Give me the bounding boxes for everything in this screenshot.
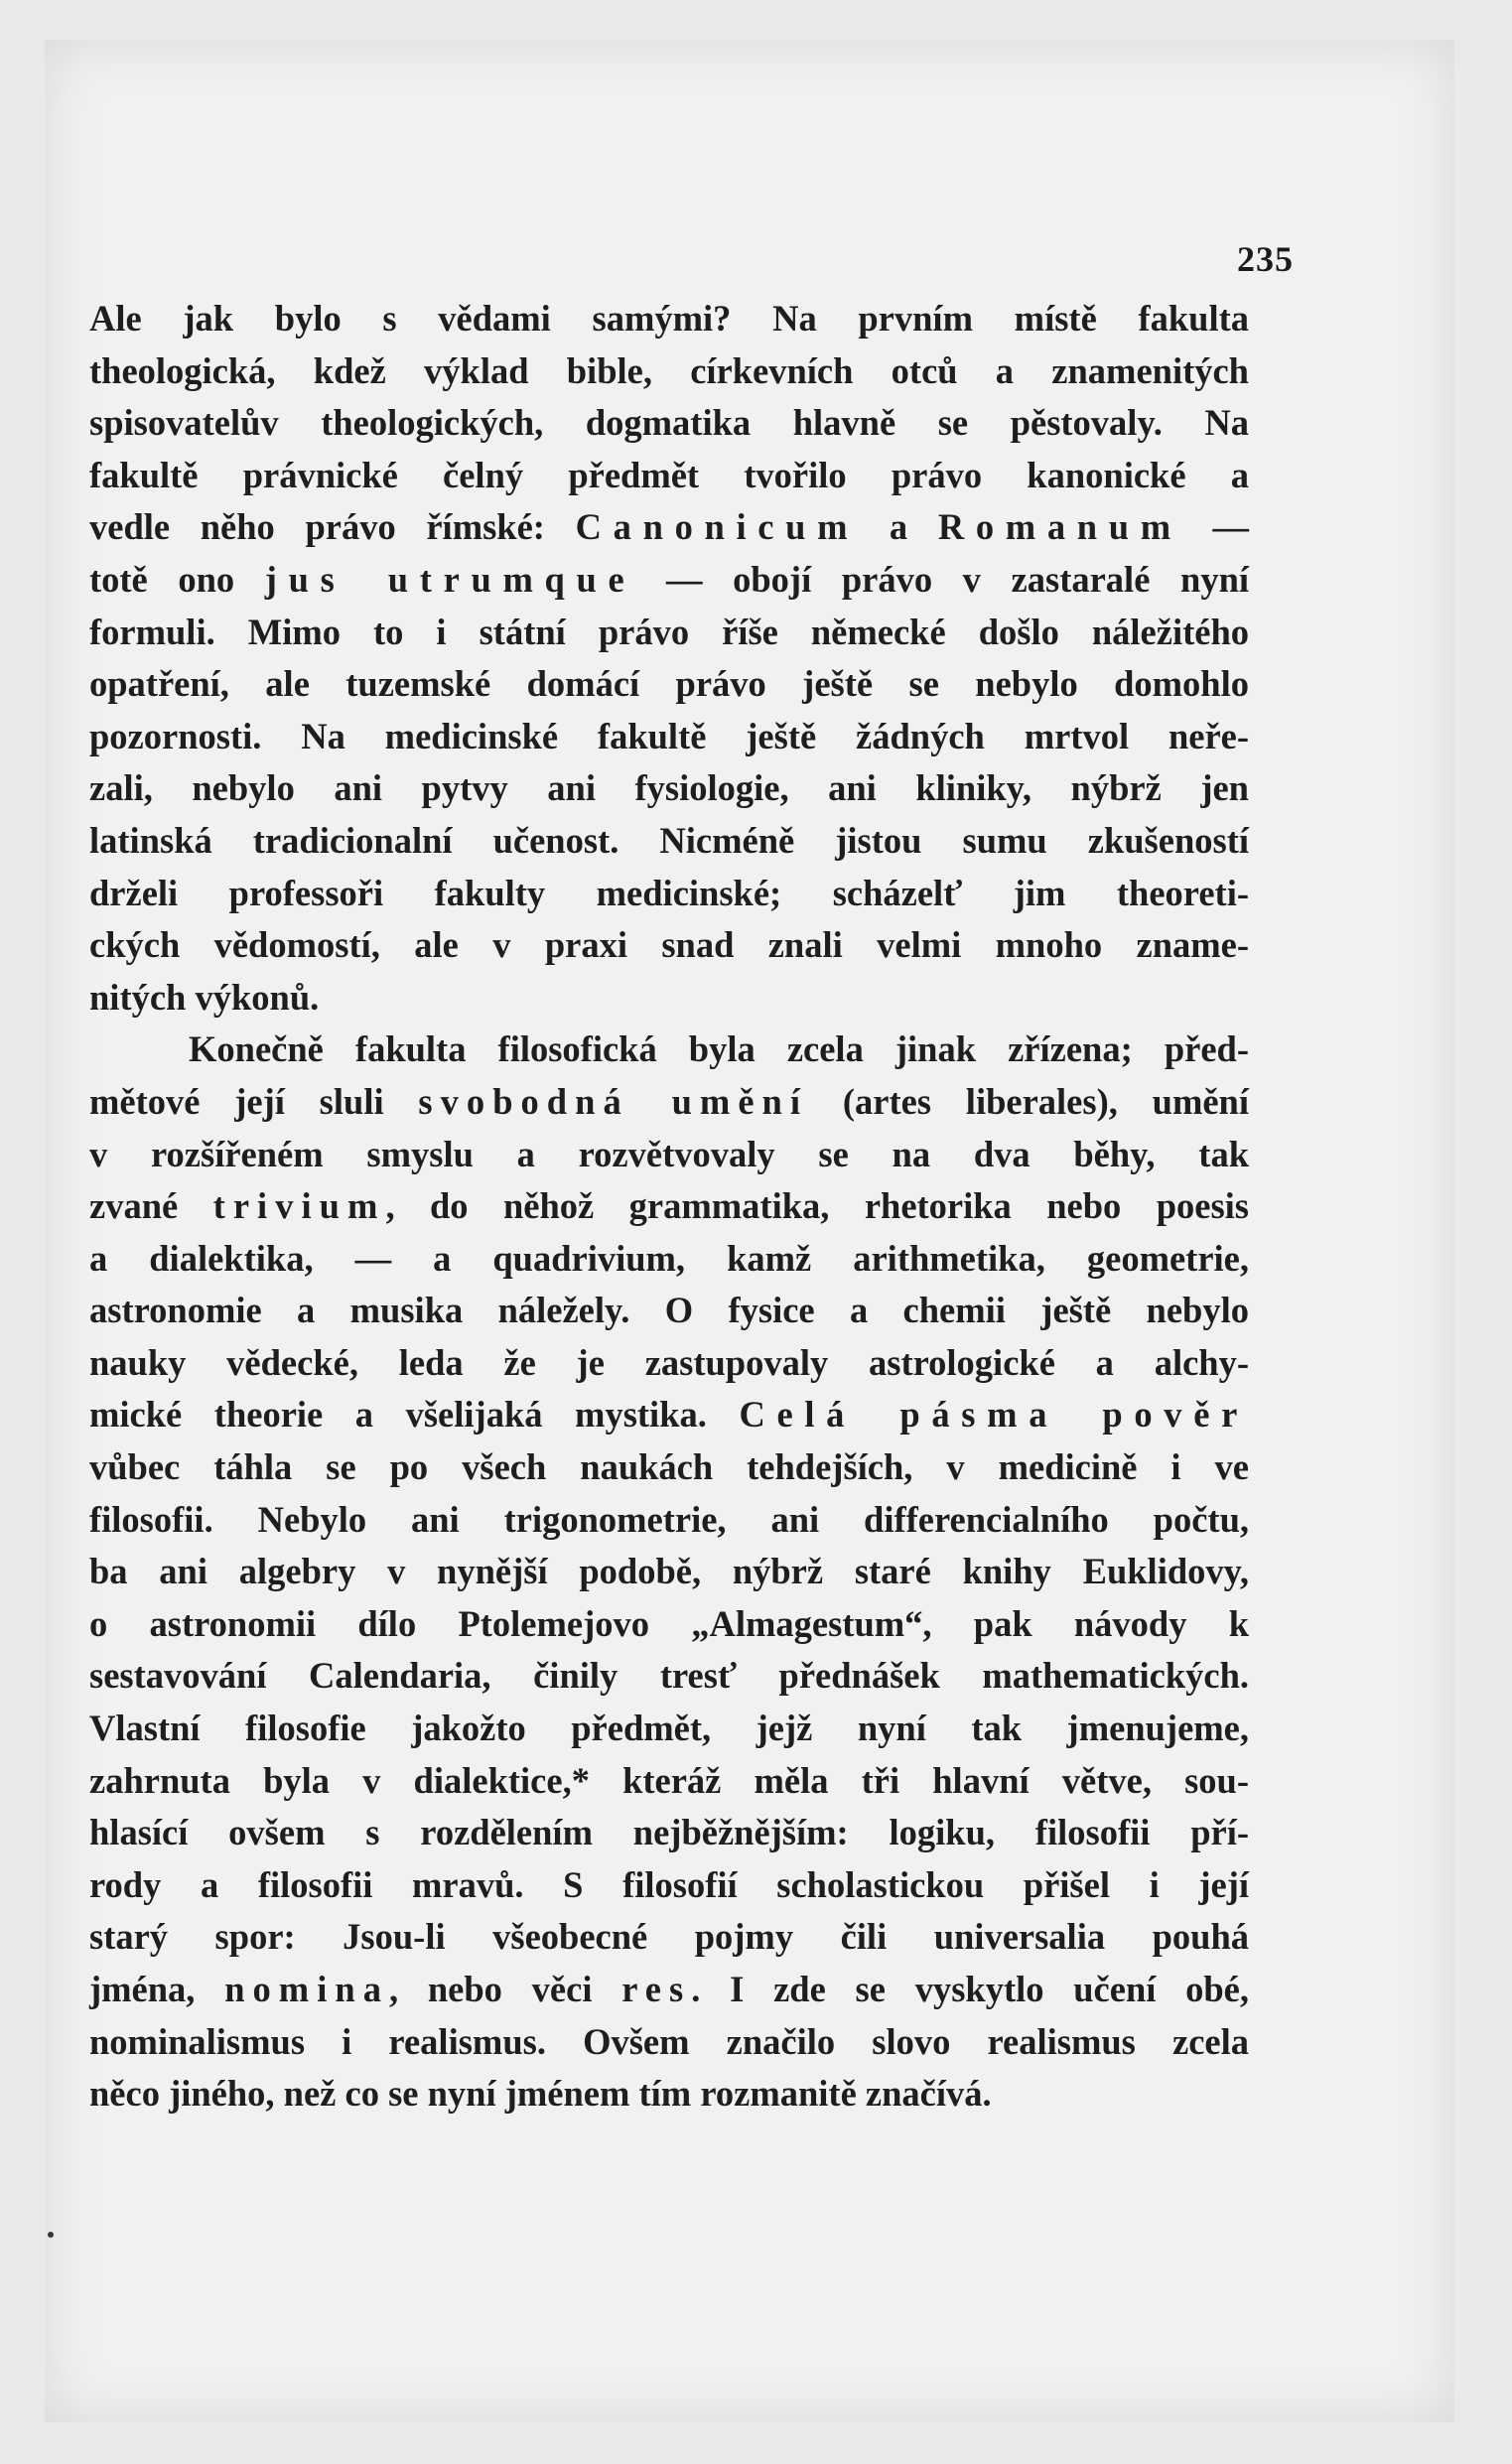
text-run: opatření, ale tuzemské domácí právo ještě se nebylo domohlo bbox=[89, 663, 1249, 705]
text-run: vůbec táhla se po všech naukách tehdejších, v medicině i ve bbox=[89, 1446, 1249, 1488]
text-run: rody a filosofii mravů. S filosofií scholastickou přišel i její bbox=[89, 1863, 1249, 1905]
text-run: a bbox=[859, 506, 938, 548]
text-run: něco jiného, než co se nyní jménem tím rozmanitě značívá. bbox=[89, 2073, 992, 2115]
text-line bbox=[89, 1285, 1249, 1337]
text-line bbox=[89, 1964, 1249, 2016]
text-line bbox=[89, 658, 1249, 711]
emphasized-text: jus utrumque bbox=[264, 558, 636, 600]
text-line bbox=[89, 815, 1249, 868]
text-line bbox=[89, 1546, 1249, 1598]
text-run: . I zde se vyskytlo učení obé, bbox=[691, 1969, 1250, 2009]
text-run: a dialektika, — a quadrivium, kamž arithmetika, geometrie, bbox=[89, 1237, 1249, 1279]
text-line bbox=[89, 2068, 1249, 2121]
text-run: totě ono bbox=[89, 558, 265, 600]
text-line bbox=[89, 1076, 1249, 1129]
text-line bbox=[89, 1494, 1249, 1547]
text-run: Ale jak bylo s vědami samými? Na prvním místě fakulta bbox=[89, 298, 1249, 339]
text-line bbox=[89, 1911, 1249, 1964]
text-run: nominalismus i realismus. Ovšem značilo slovo realismus zcela bbox=[89, 2020, 1249, 2062]
text-run: zahrnuta byla v dialektice,* kteráž měla tři hlavní větve, sou- bbox=[89, 1759, 1249, 1801]
text-run: o astronomii dílo Ptolemejovo „Almagestum“, pak návody k bbox=[89, 1602, 1249, 1644]
text-run: zali, nebylo ani pytvy ani fysiologie, ani kliniky, nýbrž jen bbox=[89, 767, 1249, 809]
text-line bbox=[89, 450, 1249, 502]
text-line bbox=[89, 1129, 1249, 1181]
emphasized-text: trivium bbox=[212, 1185, 386, 1227]
text-run: mětové její sluli bbox=[89, 1080, 419, 1122]
text-line bbox=[89, 293, 1249, 345]
text-line bbox=[89, 397, 1249, 450]
text-line bbox=[89, 1807, 1249, 1859]
text-run: hlasící ovšem s rozdělením nejběžnějším: logiku, filosofii pří- bbox=[89, 1812, 1249, 1853]
text-line bbox=[89, 1024, 1249, 1076]
scan-speck bbox=[48, 2232, 54, 2238]
text-run: formuli. Mimo to i státní právo říše německé došlo náležitého bbox=[89, 611, 1249, 652]
text-line bbox=[89, 1441, 1249, 1494]
text-run: — obojí právo v zastaralé nyní bbox=[635, 558, 1250, 600]
text-line bbox=[89, 1598, 1249, 1651]
text-line bbox=[89, 1389, 1249, 1441]
text-line bbox=[89, 972, 1249, 1025]
text-line bbox=[89, 1650, 1249, 1703]
text-line bbox=[89, 762, 1249, 815]
text-line bbox=[89, 2016, 1249, 2069]
text-run: sestavování Calendaria, činily tresť přednášek mathematických. bbox=[89, 1655, 1249, 1697]
text-line bbox=[89, 1337, 1249, 1390]
text-run: nitých výkonů. bbox=[89, 976, 320, 1018]
text-line bbox=[89, 1233, 1249, 1286]
text-run: filosofii. Nebylo ani trigonometrie, ani differencialního počtu, bbox=[89, 1498, 1249, 1540]
text-run: — bbox=[1181, 506, 1249, 548]
text-line bbox=[89, 1180, 1249, 1233]
text-line bbox=[89, 1755, 1249, 1808]
text-run: v rozšířeném smyslu a rozvětvovaly se na dva běhy, tak bbox=[89, 1133, 1249, 1174]
body-text bbox=[89, 293, 1249, 2121]
text-run: fakultě právnické čelný předmět tvořilo právo kanonické a bbox=[89, 454, 1249, 495]
text-run: astronomie a musika náležely. O fysice a chemii ještě nebylo bbox=[89, 1290, 1249, 1331]
emphasized-text: nomina bbox=[224, 1969, 390, 2009]
text-run: , nebo věci bbox=[389, 1969, 622, 2009]
emphasized-text: Romanum bbox=[937, 506, 1182, 548]
text-line bbox=[89, 711, 1249, 763]
text-run: ckých vědomostí, ale v praxi snad znali velmi mnoho zname- bbox=[89, 924, 1249, 966]
text-run: mické theorie a všelijaká mystika. bbox=[89, 1394, 740, 1436]
text-line bbox=[89, 345, 1249, 398]
text-run: jména, bbox=[89, 1969, 225, 2009]
text-run: latinská tradicionalní učenost. Nicméně jistou sumu zkušeností bbox=[89, 819, 1249, 861]
emphasized-text: res bbox=[621, 1969, 692, 2009]
text-run: theologická, kdež výklad bible, církevních otců a znamenitých bbox=[89, 349, 1249, 391]
emphasized-text: svobodná umění bbox=[418, 1080, 809, 1122]
text-run: spisovatelův theologických, dogmatika hlavně se pěstovaly. Na bbox=[89, 402, 1249, 444]
text-run: ba ani algebry v nynější podobě, nýbrž staré knihy Euklidovy, bbox=[89, 1551, 1249, 1592]
text-line bbox=[89, 1703, 1249, 1755]
text-run: nauky vědecké, leda že je zastupovaly astrologické a alchy- bbox=[89, 1341, 1249, 1383]
emphasized-text: Celá pásma pověr bbox=[739, 1394, 1249, 1436]
text-line bbox=[89, 607, 1249, 659]
text-run: Konečně fakulta filosofická byla zcela jinak zřízena; před- bbox=[189, 1028, 1249, 1070]
text-line bbox=[89, 501, 1249, 554]
page-number: 235 bbox=[1237, 239, 1294, 279]
emphasized-text: Canonicum bbox=[575, 506, 860, 548]
text-run: pozornosti. Na medicinské fakultě ještě žádných mrtvol neře- bbox=[89, 715, 1249, 756]
text-run: drželi professoři fakulty medicinské; scházelť jim theoreti- bbox=[89, 872, 1249, 913]
text-run: Vlastní filosofie jakožto předmět, jejž nyní tak jmenujeme, bbox=[89, 1708, 1249, 1749]
text-run: , do něhož grammatika, rhetorika nebo poesis bbox=[385, 1185, 1250, 1227]
text-run: (artes liberales), umění bbox=[808, 1080, 1249, 1122]
text-run: zvané bbox=[89, 1185, 213, 1227]
text-line bbox=[89, 868, 1249, 920]
text-run: starý spor: Jsou-li všeobecné pojmy čili universalia pouhá bbox=[89, 1916, 1249, 1958]
text-line bbox=[89, 919, 1249, 972]
text-line bbox=[89, 1859, 1249, 1912]
text-run: vedle něho právo římské: bbox=[89, 506, 576, 548]
text-line bbox=[89, 554, 1249, 607]
